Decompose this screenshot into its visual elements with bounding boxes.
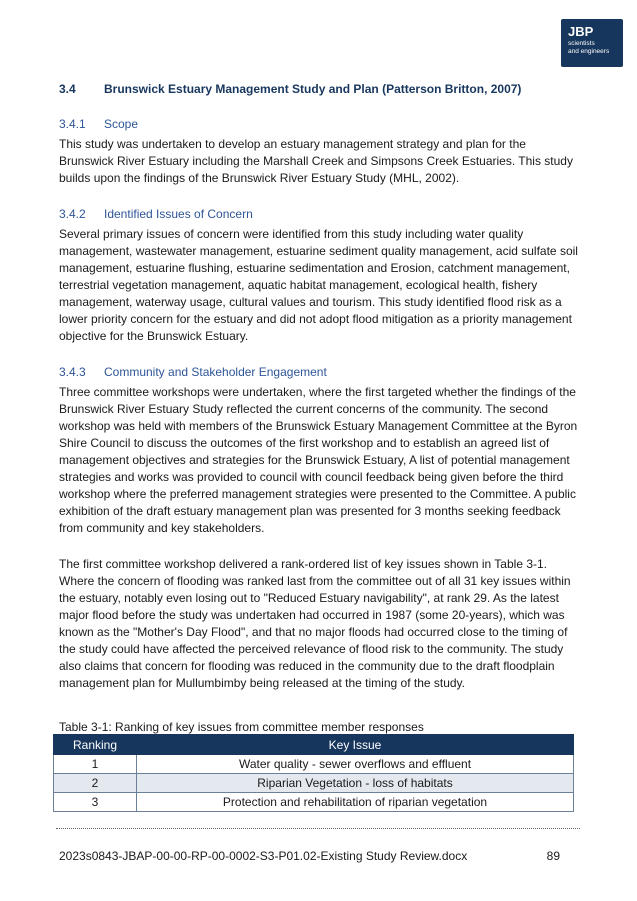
company-logo bbox=[561, 19, 623, 67]
key-issues-table bbox=[53, 734, 574, 812]
subsection-heading-engagement: 3.4.3 Community and Stakeholder Engagement bbox=[59, 365, 327, 379]
document-id: 2023s0843-JBAP-00-00-RP-00-0002-S3-P01.02-Existing Study Review.docx bbox=[59, 849, 468, 863]
ranking-cell: 3 bbox=[54, 793, 137, 812]
table-caption: Table 3-1: Ranking of key issues from committee member responses bbox=[59, 720, 424, 734]
section-title: Brunswick Estuary Management Study and Plan (Patterson Britton, 2007) bbox=[104, 82, 522, 96]
page-number: 89 bbox=[546, 849, 560, 863]
table-header-row bbox=[54, 735, 574, 755]
logo-brand: JBP bbox=[568, 24, 594, 39]
ranking-cell: 2 bbox=[54, 774, 137, 793]
paragraph-engagement-2: The first committee workshop delivered a rank-ordered list of key issues shown in Table 3-1. Where the concern of flooding was ranked last from the committee out of all 31 key issues within the estuary, notably even losing out to "Reduced Estuary navigability", at rank 29. As the latest major flood before the study was undertaken had occurred in 1987 (some 20-years), which was known as the "Mother's Day Flood", and that no major floods had occurred close to the timing of the study could have affected the perceived relevance of flood risk to the community. The study also claims that concern for flooding was reduced in the community due to the draft floodplain management plan for Mullumbimby being released at the timing of the study. bbox=[59, 557, 571, 690]
section-number: 3.4 bbox=[59, 82, 76, 96]
subsection-heading-issues: 3.4.2 Identified Issues of Concern bbox=[59, 207, 253, 221]
key-issue-cell: Protection and rehabilitation of riparian vegetation bbox=[137, 793, 574, 812]
section-heading bbox=[59, 82, 579, 97]
ranking-cell: 1 bbox=[54, 755, 137, 774]
paragraph-engagement-1: Three committee workshops were undertaken, where the first targeted whether the findings of the Brunswick River Estuary Study reflected the current concerns of the community. The second workshop was held with members of the Brunswick Estuary Management Committee at the Byron Shire Council to discuss the outcomes of the first workshop and to establish an agreed list of management objectives and strategies for the Brunswick Estuary, A list of potential management strategies and works was provided to council with council feedback being given before the third workshop where the preferred management strategies were presented to the Committee. A public exhibition of the draft estuary management plan was presented for 3 months seeking feedback from community and key stakeholders. bbox=[59, 385, 578, 535]
logo-tagline: scientists and engineers bbox=[568, 40, 610, 55]
paragraph-issues: Several primary issues of concern were identified from this study including water quality management, wastewater management, estuarine sediment quality management, acid sulfate soil management, estuarine flushing, estuarine sedimentation and Erosion, catchment management, terrestrial vegetation management, aquatic habitat management, ecological health, fishery management, waterway usage, cultural values and tourism. This study identified flood risk as a lower priority concern for the estuary and did not adopt flood mitigation as a priority management objective for the Brunswick Estuary. bbox=[59, 227, 578, 343]
header-key-issue: Key Issue bbox=[137, 735, 574, 755]
key-issue-cell: Water quality - sewer overflows and effluent bbox=[137, 755, 574, 774]
table-row bbox=[54, 774, 574, 793]
subsection-heading-scope: 3.4.1 Scope bbox=[59, 117, 139, 131]
footer-divider bbox=[56, 828, 580, 829]
table-row bbox=[54, 755, 574, 774]
table-row bbox=[54, 793, 574, 812]
paragraph-scope: This study was undertaken to develop an estuary management strategy and plan for the Brunswick River Estuary including the Marshall Creek and Simpsons Creek Estuaries. This study builds upon the findings of the Brunswick River Estuary Study (MHL, 2002). bbox=[59, 137, 573, 185]
page-footer bbox=[59, 849, 579, 864]
key-issue-cell: Riparian Vegetation - loss of habitats bbox=[137, 774, 574, 793]
header-ranking: Ranking bbox=[54, 735, 137, 755]
